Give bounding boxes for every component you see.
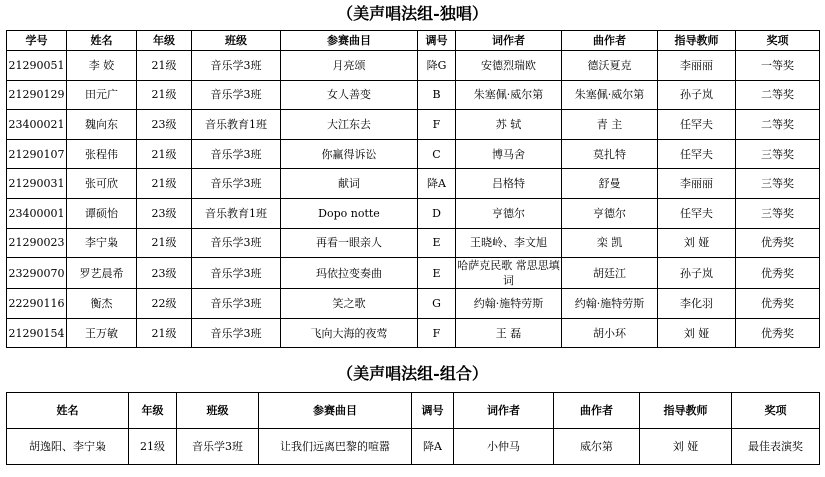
table-row xyxy=(7,198,820,228)
table-row xyxy=(7,110,820,140)
table-header-row xyxy=(7,393,820,429)
cell-key: G xyxy=(418,289,456,319)
col-header-student-id: 学号 xyxy=(7,31,67,51)
cell-key: F xyxy=(418,110,456,140)
cell-piece: Dopo notte xyxy=(281,198,418,228)
cell-award: 三等奖 xyxy=(736,169,820,199)
cell-student-id: 22290116 xyxy=(7,289,67,319)
cell-composer: 胡小环 xyxy=(562,318,658,348)
cell-key: 降A xyxy=(412,429,454,465)
cell-composer: 约翰·施特劳斯 xyxy=(562,289,658,319)
cell-lyricist: 小仲马 xyxy=(454,429,554,465)
cell-instructor: 刘 娅 xyxy=(640,429,732,465)
cell-instructor: 孙子岚 xyxy=(658,258,736,289)
col-header-award: 奖项 xyxy=(736,31,820,51)
cell-composer: 青 主 xyxy=(562,110,658,140)
cell-grade: 22级 xyxy=(137,289,192,319)
cell-key: 降A xyxy=(418,169,456,199)
cell-piece: 玛依拉变奏曲 xyxy=(281,258,418,289)
cell-name: 罗艺晨希 xyxy=(67,258,137,289)
cell-class: 音乐学3班 xyxy=(177,429,259,465)
cell-student-id: 21290051 xyxy=(7,51,67,81)
cell-class: 音乐学3班 xyxy=(192,258,281,289)
cell-lyricist: 王晓岭、李文旭 xyxy=(456,228,562,258)
cell-award: 优秀奖 xyxy=(736,228,820,258)
cell-award: 优秀奖 xyxy=(736,289,820,319)
cell-lyricist: 亨德尔 xyxy=(456,198,562,228)
col-header-lyricist: 词作者 xyxy=(456,31,562,51)
cell-instructor: 刘 娅 xyxy=(658,318,736,348)
cell-instructor: 李化羽 xyxy=(658,289,736,319)
table-row xyxy=(7,51,820,81)
cell-grade: 21级 xyxy=(137,228,192,258)
cell-name: 李 姣 xyxy=(67,51,137,81)
cell-name: 衡杰 xyxy=(67,289,137,319)
cell-grade: 21级 xyxy=(137,80,192,110)
cell-name: 张程伟 xyxy=(67,139,137,169)
cell-composer: 威尔第 xyxy=(554,429,640,465)
cell-student-id: 21290031 xyxy=(7,169,67,199)
table-row xyxy=(7,258,820,289)
col-header-composer: 曲作者 xyxy=(562,31,658,51)
cell-key: E xyxy=(418,228,456,258)
table-row xyxy=(7,289,820,319)
cell-lyricist: 安德烈瑞欧 xyxy=(456,51,562,81)
cell-key: B xyxy=(418,80,456,110)
table-row xyxy=(7,80,820,110)
col-header-name: 姓名 xyxy=(67,31,137,51)
cell-composer: 栾 凯 xyxy=(562,228,658,258)
cell-lyricist: 朱塞佩·威尔第 xyxy=(456,80,562,110)
cell-instructor: 李丽丽 xyxy=(658,51,736,81)
cell-piece: 月亮颂 xyxy=(281,51,418,81)
cell-award: 优秀奖 xyxy=(736,258,820,289)
cell-lyricist: 吕格特 xyxy=(456,169,562,199)
cell-award: 最佳表演奖 xyxy=(732,429,820,465)
cell-instructor: 任罕夫 xyxy=(658,110,736,140)
group-results-table xyxy=(6,392,820,465)
cell-key: E xyxy=(418,258,456,289)
cell-composer: 舒曼 xyxy=(562,169,658,199)
cell-key: F xyxy=(418,318,456,348)
table-row xyxy=(7,318,820,348)
table-header-row xyxy=(7,31,820,51)
cell-name: 李宁枭 xyxy=(67,228,137,258)
cell-grade: 23级 xyxy=(137,110,192,140)
cell-class: 音乐学3班 xyxy=(192,289,281,319)
table-row xyxy=(7,169,820,199)
table-row xyxy=(7,429,820,465)
cell-piece: 再看一眼亲人 xyxy=(281,228,418,258)
col-header-composer: 曲作者 xyxy=(554,393,640,429)
col-header-grade: 年级 xyxy=(137,31,192,51)
cell-award: 二等奖 xyxy=(736,80,820,110)
cell-student-id: 21290129 xyxy=(7,80,67,110)
cell-name: 魏向东 xyxy=(67,110,137,140)
col-header-instructor: 指导教师 xyxy=(658,31,736,51)
cell-student-id: 21290154 xyxy=(7,318,67,348)
col-header-key: 调号 xyxy=(418,31,456,51)
cell-lyricist: 博马舍 xyxy=(456,139,562,169)
cell-piece: 大江东去 xyxy=(281,110,418,140)
cell-composer: 朱塞佩·威尔第 xyxy=(562,80,658,110)
col-header-award: 奖项 xyxy=(732,393,820,429)
cell-key: C xyxy=(418,139,456,169)
solo-results-table xyxy=(6,30,820,348)
cell-instructor: 刘 娅 xyxy=(658,228,736,258)
table-row xyxy=(7,139,820,169)
cell-lyricist: 王 磊 xyxy=(456,318,562,348)
cell-composer: 亨德尔 xyxy=(562,198,658,228)
cell-student-id: 21290023 xyxy=(7,228,67,258)
cell-piece: 飞向大海的夜莺 xyxy=(281,318,418,348)
cell-grade: 21级 xyxy=(137,169,192,199)
cell-piece: 献词 xyxy=(281,169,418,199)
cell-instructor: 孙子岚 xyxy=(658,80,736,110)
cell-piece: 女人善变 xyxy=(281,80,418,110)
cell-class: 音乐教育1班 xyxy=(192,110,281,140)
cell-award: 三等奖 xyxy=(736,198,820,228)
cell-class: 音乐教育1班 xyxy=(192,198,281,228)
col-header-instructor: 指导教师 xyxy=(640,393,732,429)
cell-class: 音乐学3班 xyxy=(192,228,281,258)
cell-composer: 莫扎特 xyxy=(562,139,658,169)
col-header-key: 调号 xyxy=(412,393,454,429)
group-section-title: （美声唱法组-组合） xyxy=(337,364,488,383)
cell-key: 降G xyxy=(418,51,456,81)
cell-piece: 笑之歌 xyxy=(281,289,418,319)
cell-award: 三等奖 xyxy=(736,139,820,169)
cell-name: 田元广 xyxy=(67,80,137,110)
cell-grade: 23级 xyxy=(137,198,192,228)
col-header-piece: 参赛曲目 xyxy=(259,393,412,429)
cell-instructor: 李丽丽 xyxy=(658,169,736,199)
col-header-piece: 参赛曲目 xyxy=(281,31,418,51)
cell-piece: 你赢得诉讼 xyxy=(281,139,418,169)
cell-award: 优秀奖 xyxy=(736,318,820,348)
cell-lyricist: 苏 轼 xyxy=(456,110,562,140)
cell-class: 音乐学3班 xyxy=(192,318,281,348)
col-header-class: 班级 xyxy=(177,393,259,429)
cell-class: 音乐学3班 xyxy=(192,51,281,81)
cell-name: 张可欣 xyxy=(67,169,137,199)
cell-student-id: 23400001 xyxy=(7,198,67,228)
cell-award: 二等奖 xyxy=(736,110,820,140)
col-header-lyricist: 词作者 xyxy=(454,393,554,429)
cell-name: 胡逸阳、李宁枭 xyxy=(7,429,129,465)
col-header-class: 班级 xyxy=(192,31,281,51)
cell-class: 音乐学3班 xyxy=(192,80,281,110)
cell-name: 王万敏 xyxy=(67,318,137,348)
cell-grade: 21级 xyxy=(137,139,192,169)
cell-instructor: 任罕夫 xyxy=(658,139,736,169)
cell-class: 音乐学3班 xyxy=(192,169,281,199)
table-row xyxy=(7,228,820,258)
col-header-grade: 年级 xyxy=(129,393,177,429)
cell-student-id: 21290107 xyxy=(7,139,67,169)
cell-award: 一等奖 xyxy=(736,51,820,81)
col-header-name: 姓名 xyxy=(7,393,129,429)
solo-section-title: （美声唱法组-独唱） xyxy=(337,4,488,23)
cell-student-id: 23290070 xyxy=(7,258,67,289)
cell-student-id: 23400021 xyxy=(7,110,67,140)
cell-instructor: 任罕夫 xyxy=(658,198,736,228)
cell-grade: 21级 xyxy=(129,429,177,465)
cell-key: D xyxy=(418,198,456,228)
cell-name: 谭硕怡 xyxy=(67,198,137,228)
cell-lyricist: 约翰·施特劳斯 xyxy=(456,289,562,319)
cell-grade: 21级 xyxy=(137,51,192,81)
cell-composer: 德沃夏克 xyxy=(562,51,658,81)
cell-lyricist: 哈萨克民歌 常思思填词 xyxy=(457,259,560,288)
cell-grade: 21级 xyxy=(137,318,192,348)
cell-class: 音乐学3班 xyxy=(192,139,281,169)
cell-piece: 让我们远离巴黎的喧嚣 xyxy=(259,429,412,465)
cell-composer: 胡廷江 xyxy=(562,258,658,289)
cell-grade: 23级 xyxy=(137,258,192,289)
